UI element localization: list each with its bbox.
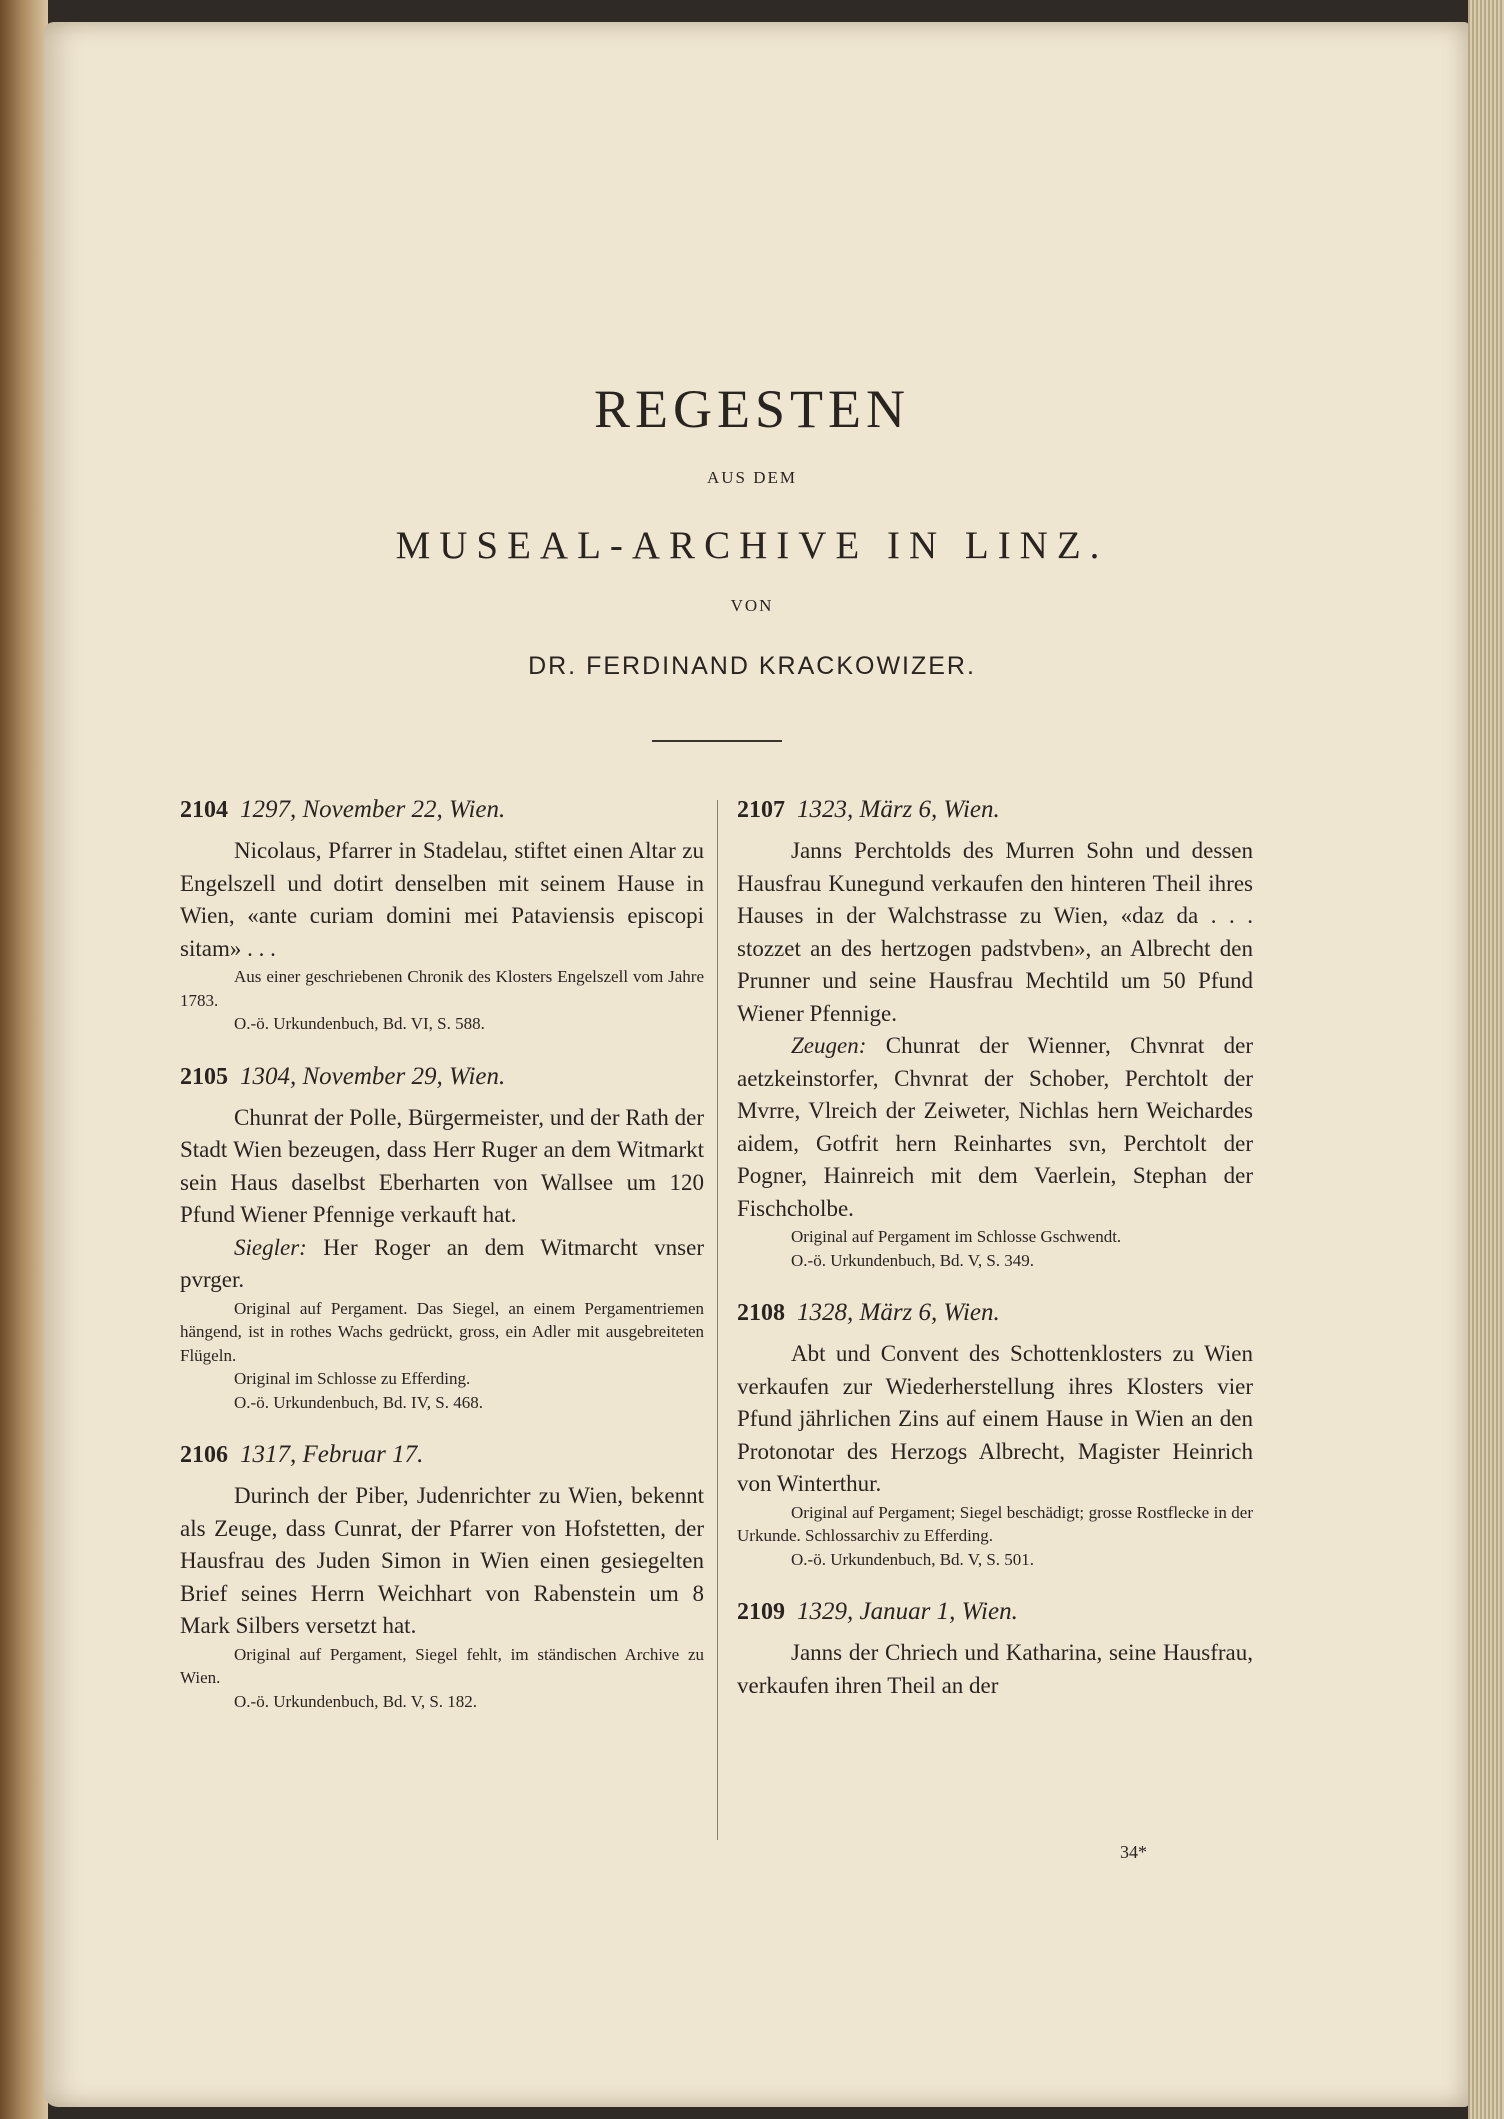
role-text: Chunrat der Wienner, Chvnrat der aetzkeinstorfer, Chvnrat der Schober, Perchtolt der Mvrre, Vlreich der Zeiweter, Nichlas hern Weichardes aidem, Gotfrit hern Reinhartes svn, Perchtolt der Pogner, Hainreich mit dem Vaerlein, Stephan der Fischcholbe. [737,1033,1253,1221]
page-subtitle: MUSEAL-ARCHIVE IN LINZ. [395,524,1109,567]
column-divider [717,800,718,1840]
entry-number: 2109 [737,1599,785,1625]
entry-note: O.-ö. Urkundenbuch, Bd. IV, S. 468. [234,1392,484,1412]
entry-note: O.-ö. Urkundenbuch, Bd. V, S. 349. [791,1250,1035,1270]
entry-number: 2104 [180,797,228,823]
entry-note: O.-ö. Urkundenbuch, Bd. VI, S. 588. [234,1014,485,1033]
title-von: VON [730,596,774,615]
author-prefix: DR. [528,652,578,680]
entry-date: 1323, März 6, Wien. [797,796,1000,823]
entry-heading [737,1298,1253,1328]
page-number: 34* [1120,1842,1147,1862]
role-label: Zeugen: [791,1033,867,1058]
entry-date: 1317, Februar 17. [240,1441,424,1468]
entry-text: Janns Perchtolds des Murren Sohn und dessen Hausfrau Kunegund verkaufen den hinteren Theil ihres Hauses in der Walchstrasse zu Wien, «daz da . . . stozzet an des hertzogen padstvben», an Albrecht den Prunner und seine Hausfrau Mechtild um 50 Pfund Wiener Pfennige. [737,838,1253,1026]
entry-heading [180,1062,704,1092]
entry-note: Original im Schlosse zu Efferding. [234,1369,471,1388]
entry-text: Durinch der Piber, Judenrichter zu Wien, bekennt als Zeuge, dass Cunrat, der Pfarrer von Hofstetten, der Hausfrau des Juden Simon in Wien einen gesiegelten Brief seines Herrn Weichhart von Rabenstein um 8 Mark Silbers versetzt hat. [180,1483,704,1638]
entry-number: 2106 [180,1442,228,1468]
regest-entry [180,1440,704,1713]
entry-text: Nicolaus, Pfarrer in Stadelau, stiftet einen Altar zu Engelszell und dotirt denselben mit seinem Hause in Wien, «ante curiam domini mei Pataviensis episcopi sitam» . . . [180,838,704,961]
entry-number: 2105 [180,1063,228,1090]
regest-entry [737,795,1253,1272]
entry-note: Original auf Pergament. Das Siegel, an einem Pergamentriemen hängend, ist in rothes Wachs gedrückt, gross, ein Adler mit ausgebreiteten Flügeln. [180,1298,704,1365]
entry-heading [737,795,1253,825]
entry-heading [180,1440,704,1470]
entry-note: Original auf Pergament im Schlosse Gschwendt. [791,1227,1122,1246]
title-aus-dem: AUS DEM [706,468,798,487]
entry-role [737,1030,1253,1225]
entry-note: Aus einer geschriebenen Chronik des Klosters Engelszell vom Jahre 1783. [180,967,704,1010]
entry-text: Chunrat der Polle, Bürgermeister, und der Rath der Stadt Wien bezeugen, dass Herr Ruger an dem Witmarkt sein Haus daselbst Eberharten von Wallsee um 120 Pfund Wiener Pfennige verkauft hat. [180,1104,704,1227]
entry-text: Abt und Convent des Schottenklosters zu Wien verkaufen zur Wiederherstellung ihres Klosters vier Pfund jährlichen Zins auf einem Hause in Wien an den Protonotar des Herzogs Albrecht, Magister Heinrich von Winterthur. [737,1341,1253,1496]
entry-text: Janns der Chriech und Katharina, seine Hausfrau, verkaufen ihren Theil an der [737,1640,1253,1698]
title-rule [652,740,782,742]
right-column [737,795,1253,1728]
author-name: FERDINAND KRACKOWIZER. [586,652,976,680]
author-line [0,652,1504,681]
entry-number: 2107 [737,797,785,823]
entry-date: 1329, Januar 1, Wien. [797,1598,1018,1625]
entry-heading [737,1597,1253,1627]
entry-date: 1328, März 6, Wien. [797,1299,1000,1326]
entry-heading [180,795,704,825]
regest-entry [737,1298,1253,1571]
entry-role [180,1232,704,1297]
entry-note: O.-ö. Urkundenbuch, Bd. V, S. 501. [791,1549,1035,1569]
book-spine [0,0,48,2119]
regest-entry [737,1597,1253,1702]
entry-date: 1297, November 22, Wien. [240,796,506,823]
entry-date: 1304, November 29, Wien. [240,1062,506,1090]
entry-note: O.-ö. Urkundenbuch, Bd. V, S. 182. [234,1691,478,1711]
entry-number: 2108 [737,1300,785,1326]
entry-note: Original auf Pergament; Siegel beschädigt; grosse Rostflecke in der Urkunde. Schlossarchiv zu Efferding. [737,1502,1253,1545]
role-label: Siegler: [234,1234,307,1260]
regest-entry [180,1062,704,1415]
page-title: REGESTEN [594,379,910,439]
regest-entry [180,795,704,1036]
entry-note: Original auf Pergament, Siegel fehlt, im ständischen Archive zu Wien. [180,1644,704,1687]
page-edges [1468,0,1504,2119]
role-text: Her Roger an dem Witmarcht vnser pvrger. [180,1234,705,1292]
left-column [180,795,704,1739]
